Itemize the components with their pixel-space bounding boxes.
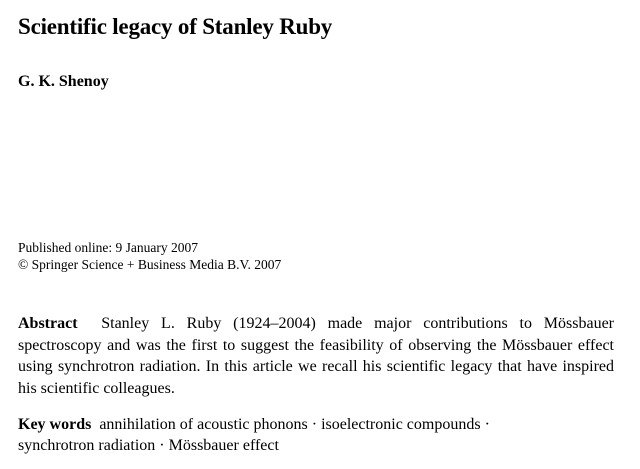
keywords-text-1: annihilation of acoustic phonons · isoelectronic compounds · xyxy=(99,416,490,433)
paper-title: Scientific legacy of Stanley Ruby xyxy=(18,14,333,39)
keywords-line-1 xyxy=(18,414,618,435)
abstract-label: Abstract xyxy=(18,315,78,332)
publication-info xyxy=(18,239,281,273)
author-name: G. K. Shenoy xyxy=(18,73,109,90)
abstract-text: Stanley L. Ruby (1924–2004) made major contributions to Mössbauer spectroscopy and was the first to suggest the feasibility of observing the Mössbauer effect using synchrotron radiation. In this article we recall his scientific legacy that have inspired his scientific colleagues. xyxy=(18,315,615,397)
keywords-section xyxy=(18,414,618,456)
copyright-notice: © Springer Science + Business Media B.V. 2007 xyxy=(18,257,282,272)
published-online-date: Published online: 9 January 2007 xyxy=(18,240,198,255)
keywords-line-2: synchrotron radiation · Mössbauer effect xyxy=(18,437,279,454)
abstract-section xyxy=(18,313,614,399)
keywords-label: Key words xyxy=(18,416,92,433)
